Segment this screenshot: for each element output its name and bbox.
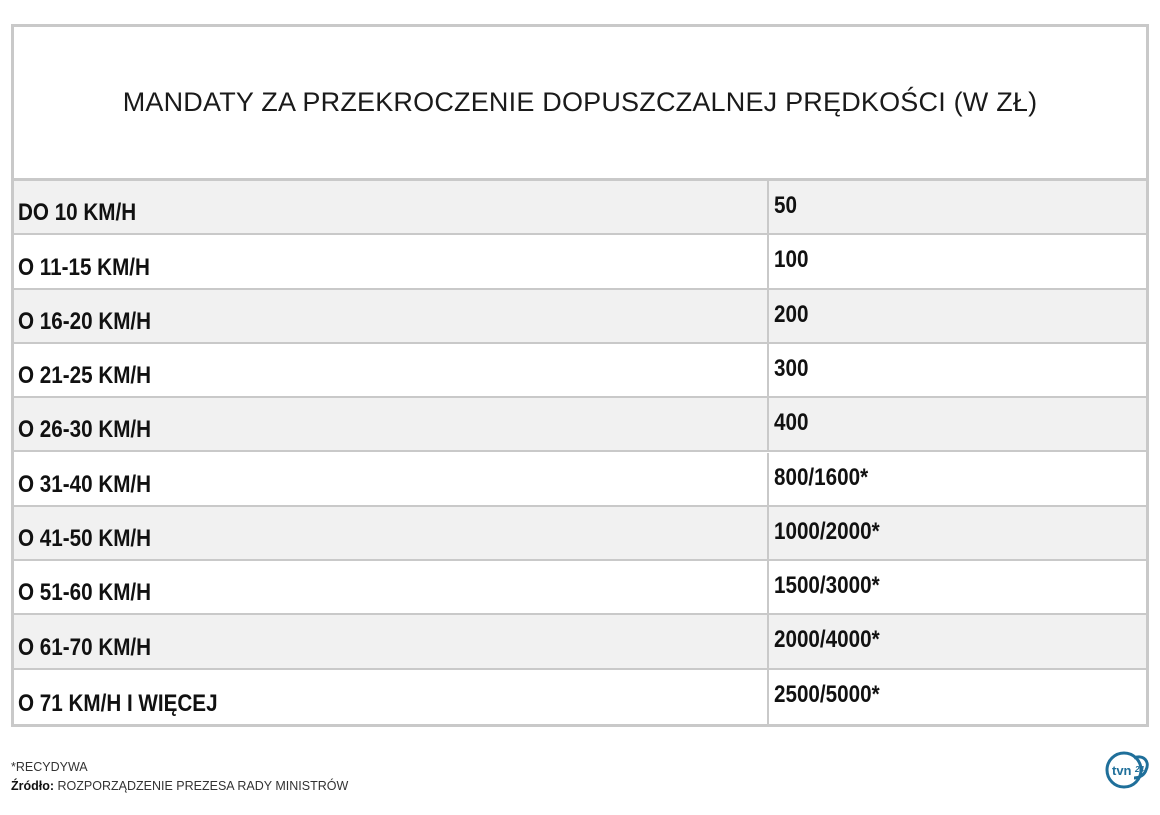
fine-value: 200 bbox=[774, 300, 809, 328]
logo-text: tvn bbox=[1112, 763, 1132, 778]
table-row bbox=[14, 398, 1146, 452]
table-title-cell bbox=[14, 27, 1146, 181]
fine-value: 400 bbox=[774, 409, 809, 437]
table-row bbox=[14, 235, 1146, 289]
speed-label: O 16-20 KM/H bbox=[18, 307, 152, 335]
fine-value: 1500/3000* bbox=[774, 572, 880, 600]
speed-cell bbox=[14, 235, 769, 287]
source-text: ROZPORZĄDZENIE PREZESA RADY MINISTRÓW bbox=[54, 779, 349, 793]
speed-cell bbox=[14, 290, 769, 342]
speed-cell bbox=[14, 344, 769, 396]
table-row bbox=[14, 344, 1146, 398]
tvn24-logo-svg bbox=[1104, 748, 1150, 792]
speed-label: O 21-25 KM/H bbox=[18, 362, 152, 390]
speed-cell bbox=[14, 670, 769, 724]
fine-value: 1000/2000* bbox=[774, 517, 880, 545]
fine-value: 300 bbox=[774, 354, 809, 382]
table-row bbox=[14, 615, 1146, 669]
speed-cell bbox=[14, 561, 769, 613]
speed-label: O 11-15 KM/H bbox=[18, 253, 150, 281]
source-label: Źródło: bbox=[11, 779, 55, 793]
speed-cell bbox=[14, 615, 769, 667]
speed-label: DO 10 KM/H bbox=[18, 199, 137, 227]
speed-label: O 31-40 KM/H bbox=[18, 470, 152, 498]
footnote: *RECYDYWA bbox=[11, 760, 88, 774]
fines-table bbox=[11, 24, 1149, 727]
logo-suffix: 24 bbox=[1135, 765, 1144, 774]
fine-value: 50 bbox=[774, 192, 797, 219]
table-row bbox=[14, 181, 1146, 235]
table-row bbox=[14, 670, 1146, 724]
speed-cell bbox=[14, 453, 769, 505]
fine-value: 100 bbox=[774, 246, 809, 274]
table-body bbox=[14, 181, 1146, 724]
speed-cell bbox=[14, 181, 769, 233]
table-row bbox=[14, 561, 1146, 615]
speed-label: O 71 KM/H I WIĘCEJ bbox=[18, 689, 218, 717]
tvn24-logo-icon bbox=[1104, 748, 1150, 792]
table-row bbox=[14, 290, 1146, 344]
speed-label: O 61-70 KM/H bbox=[18, 633, 152, 661]
table-row bbox=[14, 453, 1146, 507]
table-title: MANDATY ZA PRZEKROCZENIE DOPUSZCZALNEJ PRĘDKOŚCI (W ZŁ) bbox=[122, 87, 1038, 117]
fine-value: 2500/5000* bbox=[774, 680, 880, 708]
speed-cell bbox=[14, 507, 769, 559]
table-row bbox=[14, 507, 1146, 561]
speed-label: O 51-60 KM/H bbox=[18, 579, 152, 607]
fine-value: 800/1600* bbox=[774, 463, 869, 491]
fine-value: 2000/4000* bbox=[774, 626, 880, 654]
speed-cell bbox=[14, 398, 769, 450]
source-line bbox=[11, 779, 348, 793]
speed-label: O 41-50 KM/H bbox=[18, 525, 152, 553]
speed-label: O 26-30 KM/H bbox=[18, 416, 152, 444]
